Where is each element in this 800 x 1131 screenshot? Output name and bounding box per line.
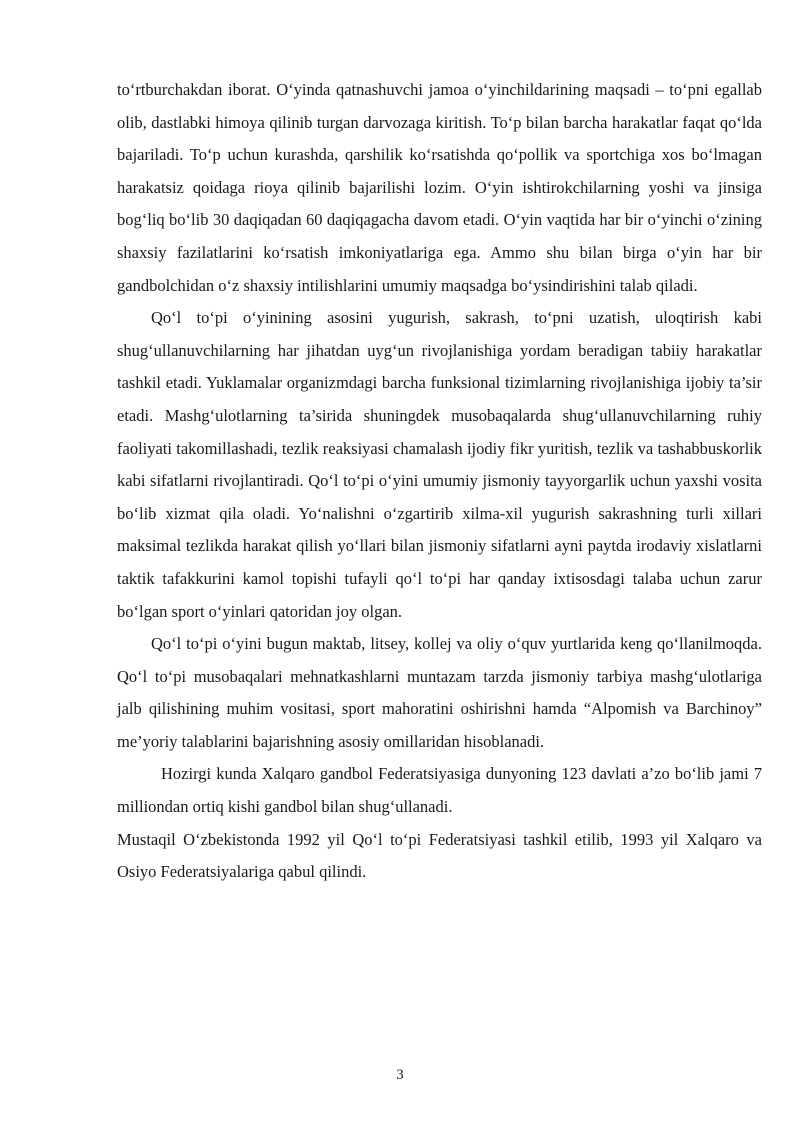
page-number: 3 [396, 1067, 404, 1083]
document-page [117, 74, 762, 889]
paragraph-4: Hozirgi kunda Xalqaro gandbol Federatsiyasiga dunyoning 123 davlati a’zo bo‘lib jami 7 milliondan ortiq kishi gandbol bilan shug‘ullanadi. [117, 764, 762, 817]
paragraph-3: Qo‘l to‘pi o‘yini bugun maktab, litsey, kollej va oliy o‘quv yurtlarida keng qo‘llanilmoqda. Qo‘l to‘pi musobaqalari mehnatkashlarni muntazam tarzda jismoniy tarbiya mashg‘ulotlariga jalb qilishining muhim vositasi, sport mahoratini oshirishni hamda “Alpomish va Barchinoy” me’yoriy talablarini bajarishning asosiy omillaridan hisoblanadi. [117, 634, 762, 751]
paragraph-2: Qo‘l to‘pi o‘yinining asosini yugurish, sakrash, to‘pni uzatish, uloqtirish kabi shug‘ullanuvchilarning har jihatdan uyg‘un rivojlanishiga yordam beradigan tabiiy harakatlar tashkil etadi. Yuklamalar organizmdagi barcha funksional tizimlarning rivojlanishiga ijobiy ta’sir etadi. Mashg‘ulotlarning ta’sirida shuningdek musobaqalarda shug‘ullanuvchilarning ruhiy faoliyati takomillashadi, tezlik reaksiyasi chamalash ijodiy fikr yuritish, tezlik va tashabbuskorlik kabi sifatlarni rivojlantiradi. Qo‘l to‘pi o‘yini umumiy jismoniy tayyorgarlik uchun yaxshi vosita bo‘lib xizmat qila oladi. Yo‘nalishni o‘zgartirib xilma-xil yugurish sakrashning turli xillari maksimal tezlikda harakat qilish yo‘llari bilan jismoniy sifatlarni ayni paytda irodaviy xislatlarni taktik tafakkurini kamol topishi tufayli qo‘l to‘pi har qanday ixtisosdagi talaba uchun zarur bo‘lgan sport o‘yinlari qatoridan joy olgan. [117, 308, 762, 621]
paragraph-5: Mustaqil O‘zbekistonda 1992 yil Qo‘l to‘pi Federatsiyasi tashkil etilib, 1993 yil Xalqaro va Osiyo Federatsiyalariga qabul qilindi. [117, 829, 762, 882]
paragraph-1: to‘rtburchakdan iborat. O‘yinda qatnashuvchi jamoa o‘yinchildarining maqsadi – to‘pni egallab olib, dastlabki himoya qilinib turgan darvozaga kiritish. To‘p bilan barcha harakatlar faqat qo‘lda bajariladi. To‘p uchun kurashda, qarshilik ko‘rsatishda qo‘pollik va sportchiga xos bo‘lmagan harakatsiz qoidaga rioya qilinib bajarilishi lozim. O‘yin ishtirokchilarning yoshi va jinsiga bog‘liq bo‘lib 30 daqiqadan 60 daqiqagacha davom etadi. O‘yin vaqtida har bir o‘yinchi o‘zining shaxsiy fazilatlarini ko‘rsatish imkoniyatlariga ega. Ammo shu bilan birga o‘yin har bir gandbolchidan o‘z shaxsiy intilishlarini umumiy maqsadga bo‘ysindirishini talab qiladi. [117, 80, 762, 295]
